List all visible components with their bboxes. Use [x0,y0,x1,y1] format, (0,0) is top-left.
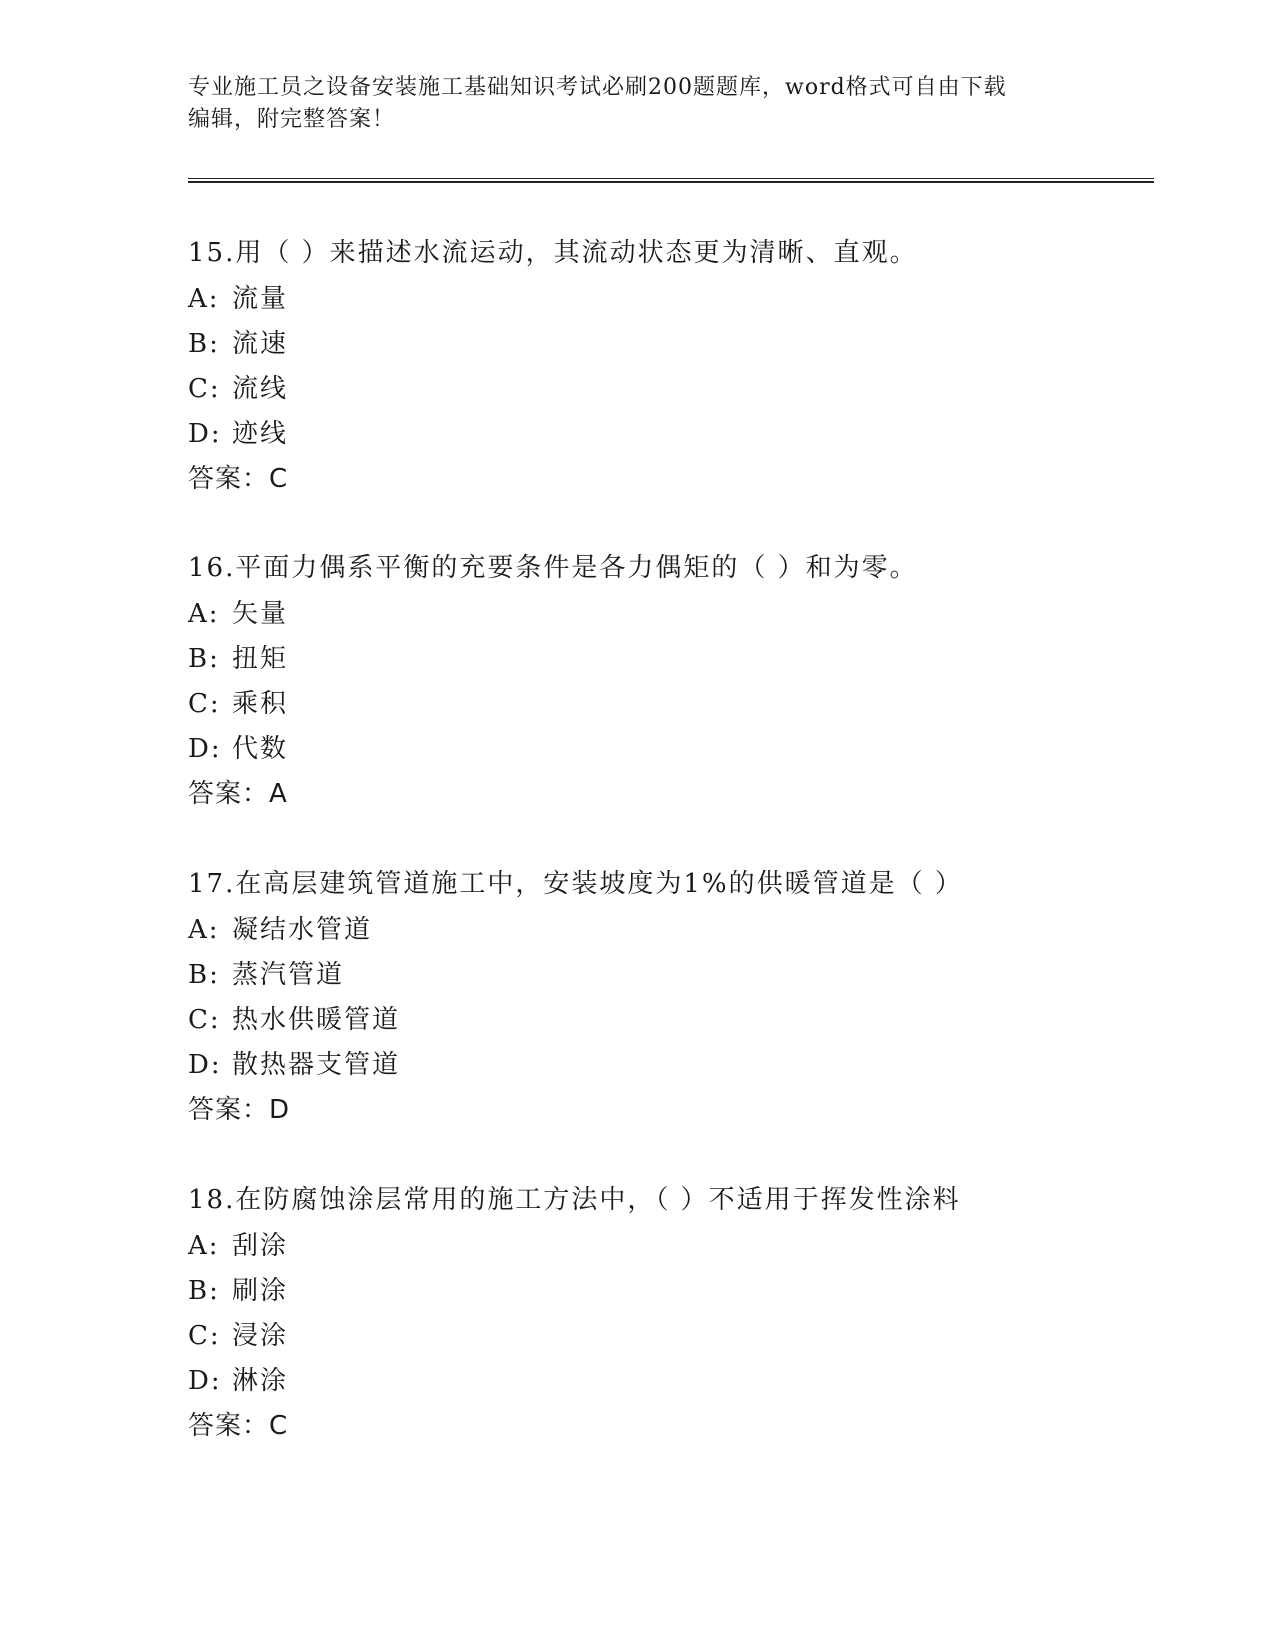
header-divider-thin [188,178,1154,179]
option-a [188,915,1148,945]
option-letter: D: [188,1050,222,1080]
option-letter: D: [188,1366,222,1396]
answer-line [188,464,1148,494]
option-d [188,419,1148,449]
option-letter: B: [188,1276,220,1306]
answer-label: 答案： [188,1411,270,1441]
header-line-2: 编辑，附完整答案！ [188,107,396,132]
option-d [188,1050,1148,1080]
option-b [188,1276,1148,1306]
question-block [188,238,1148,494]
option-text: 刷涂 [232,1276,289,1306]
header-divider-thick [188,181,1154,183]
option-letter: A: [188,1231,220,1261]
option-text: 散热器支管道 [232,1050,401,1080]
option-a [188,599,1148,629]
answer-line [188,1411,1148,1441]
answer-label: 答案： [188,779,270,809]
option-text: 矢量 [232,599,289,629]
option-c [188,1321,1148,1351]
answer-value: D [269,1095,291,1125]
option-c [188,689,1148,719]
option-letter: C: [188,374,221,404]
answer-value: C [269,1411,289,1441]
question-block [188,1185,1148,1441]
option-text: 代数 [232,734,289,764]
option-text: 流量 [232,284,289,314]
option-letter: B: [188,329,220,359]
option-letter: A: [188,915,220,945]
answer-line [188,779,1148,809]
option-a [188,284,1148,314]
answer-value: A [269,779,288,809]
option-b [188,644,1148,674]
option-letter: D: [188,419,222,449]
option-letter: D: [188,734,222,764]
question-stem: 18.在防腐蚀涂层常用的施工方法中，（ ）不适用于挥发性涂料 [188,1185,961,1215]
question-block [188,869,1148,1125]
question-stem: 17.在高层建筑管道施工中，安装坡度为1%的供暖管道是（ ） [188,869,963,899]
option-text: 流速 [232,329,289,359]
answer-label: 答案： [188,1095,270,1125]
answer-value: C [269,464,289,494]
option-text: 扭矩 [232,644,289,674]
answer-line [188,1095,1148,1125]
document-header [188,72,1088,136]
answer-label: 答案： [188,464,270,494]
header-line-1: 专业施工员之设备安装施工基础知识考试必刷200题题库，word格式可自由下载 [188,75,1007,100]
option-letter: C: [188,1005,221,1035]
option-d [188,1366,1148,1396]
option-b [188,960,1148,990]
option-a [188,1231,1148,1261]
option-text: 迹线 [232,419,289,449]
option-letter: B: [188,960,220,990]
option-letter: A: [188,599,220,629]
question-stem: 15.用（ ）来描述水流运动，其流动状态更为清晰、直观。 [188,238,918,268]
option-b [188,329,1148,359]
option-text: 乘积 [232,689,289,719]
option-letter: A: [188,284,220,314]
option-text: 淋涂 [232,1366,289,1396]
question-stem: 16.平面力偶系平衡的充要条件是各力偶矩的（ ）和为零。 [188,553,918,583]
option-text: 热水供暖管道 [232,1005,401,1035]
option-text: 浸涂 [232,1321,289,1351]
option-letter: C: [188,1321,221,1351]
option-letter: B: [188,644,220,674]
option-d [188,734,1148,764]
option-letter: C: [188,689,221,719]
option-text: 凝结水管道 [232,915,373,945]
option-text: 蒸汽管道 [232,960,345,990]
option-text: 流线 [232,374,289,404]
option-c [188,374,1148,404]
question-block [188,553,1148,809]
option-c [188,1005,1148,1035]
option-text: 刮涂 [232,1231,289,1261]
